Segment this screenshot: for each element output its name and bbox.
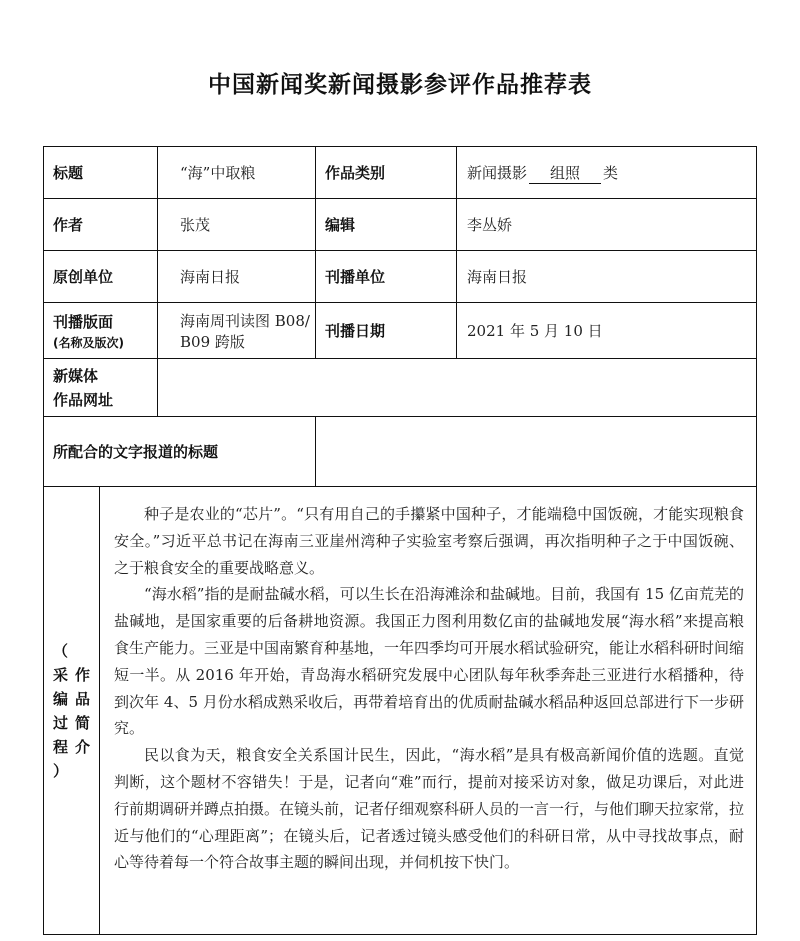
category-value: [457, 147, 757, 199]
editor-value: 李丛娇: [457, 199, 757, 251]
origin-value: 海南日报: [158, 251, 316, 303]
page-label-sub: (名称及版次): [53, 335, 124, 350]
row-process: [44, 487, 757, 935]
process-label: [44, 487, 100, 935]
publisher-label: 刊播单位: [316, 251, 457, 303]
page-label: 刊播版面: [53, 312, 114, 331]
page-title: 中国新闻奖新闻摄影参评作品推荐表: [208, 72, 592, 98]
row-author: [44, 199, 757, 251]
author-value: 张茂: [158, 199, 316, 251]
row-headline: [44, 147, 757, 199]
related-value: [316, 417, 757, 487]
row-origin: [44, 251, 757, 303]
newmedia-label-1: 新媒体: [53, 366, 99, 385]
row-newmedia: [44, 359, 757, 417]
date-value: 2021 年 5 月 10 日: [457, 303, 757, 359]
process-paragraph-2: “海水稻”指的是耐盐碱水稻，可以生长在沿海滩涂和盐碱地。目前，我国有 15 亿亩荒芜的盐碱地，是国家重要的后备耕地资源。我国正力图利用数亿亩的盐碱地发展“海水稻”来提高粮食生产能力。三亚是中国南繁育种基地，一年四季均可开展水稻试验研究，能让水稻科研时间缩短一半。从 2016 年开始，青岛海水稻研究发展中心团队每年秋季奔赴三亚进行水稻播种，待到次年 4、5 月份水稻成熟采收后，再带着培育出的优质耐盐碱水稻品种返回总部进行下一步研究。: [114, 585, 745, 738]
date-label: 刊播日期: [316, 303, 457, 359]
category-label: 作品类别: [316, 147, 457, 199]
editor-label: 编辑: [316, 199, 457, 251]
newmedia-label-2: 作品网址: [53, 390, 114, 409]
category-prefix: 新闻摄影: [467, 163, 528, 182]
row-related: [44, 417, 757, 487]
process-label-col1: （ 采 编 过 程 ）: [52, 641, 68, 780]
page-value: 海南周刊读图 B08/ B09 跨版: [158, 303, 316, 359]
process-paragraph-3: 民以食为天，粮食安全关系国计民生，因此，“海水稻”是具有极高新闻价值的选题。直觉判断，这个题材不容错失！于是，记者向“难”而行，提前对接采访对象，做足功课后，对此进行前期调研并蹲点拍摄。在镜头前，记者仔细观察科研人员的一言一行，与他们聊天拉家常，拉近与他们的“心理距离”；在镜头后，记者透过镜头感受他们的科研日常，从中寻找故事点，耐心等待着每一个符合故事主题的瞬间出现，并伺机按下快门。: [114, 746, 745, 872]
author-label: 作者: [44, 199, 158, 251]
newmedia-value: [158, 359, 757, 417]
publisher-value: 海南日报: [457, 251, 757, 303]
headline-value: “海”中取粮: [158, 147, 316, 199]
process-text: [100, 487, 757, 935]
category-fill: 组照: [529, 162, 601, 184]
headline-label: 标题: [44, 147, 158, 199]
newmedia-label-cell: [44, 359, 158, 417]
row-page: [44, 303, 757, 359]
process-paragraph-1: 种子是农业的“芯片”。“只有用自己的手攥紧中国种子，才能端稳中国饭碗，才能实现粮食安全。”习近平总书记在海南三亚崖州湾种子实验室考察后强调，再次指明种子之于中国饭碗、之于粮食安全的重要战略意义。: [114, 505, 745, 577]
related-label: 所配合的文字报道的标题: [44, 417, 316, 487]
process-label-col2: 作 品 简 介: [74, 665, 90, 756]
recommendation-form: [43, 146, 757, 935]
origin-label: 原创单位: [44, 251, 158, 303]
page-label-cell: [44, 303, 158, 359]
category-suffix: 类: [603, 163, 619, 182]
